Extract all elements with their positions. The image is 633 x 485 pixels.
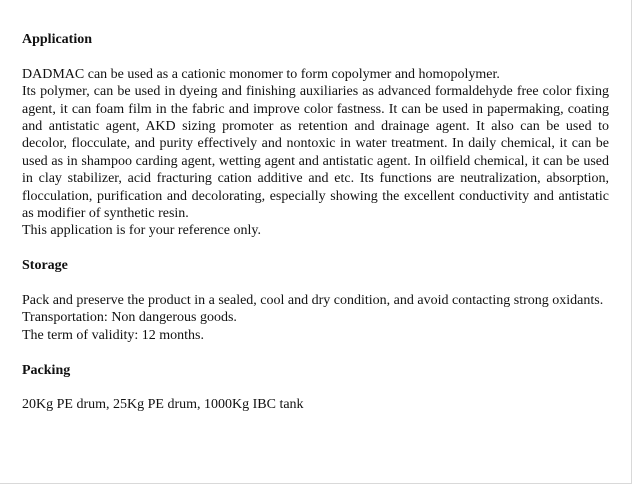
- storage-paragraph-transportation: Transportation: Non dangerous goods.: [22, 310, 237, 326]
- application-section: [22, 31, 609, 240]
- packing-paragraph-options: 20Kg PE drum, 25Kg PE drum, 1000Kg IBC tank: [22, 397, 304, 413]
- application-body: [22, 66, 609, 240]
- storage-body: [22, 292, 609, 344]
- packing-body: [22, 396, 609, 413]
- document-content: [22, 31, 609, 414]
- storage-section: [22, 257, 609, 344]
- application-heading: Application: [22, 32, 93, 47]
- packing-heading: Packing: [22, 362, 71, 378]
- application-paragraph-note: This application is for your reference only.: [22, 223, 261, 239]
- packing-section: [22, 362, 609, 414]
- application-paragraph-uses: Its polymer, can be used in dyeing and finishing auxiliaries as advanced formaldehyde free color fixing agent, it can foam film in the fabric and improve color fastness. It can be used in papermaking, coating and antistatic agent, AKD sizing promoter as retention and drainage agent. It also can be used to decolor, flocculate, and purity effectively and nontoxic in water treatment. In daily chemical, it can be used as in shampoo carding agent, wetting agent and antistatic agent. In oilfield chemical, it can be used in clay stabilizer, acid fracturing cation additive and etc. Its functions are neutralization, absorption, flocculation, purification and decolorating, especially showing the excellent conductivity and antistatic as modifier of synthetic resin.: [22, 84, 609, 222]
- storage-paragraph-conditions: Pack and preserve the product in a sealed, cool and dry condition, and avoid contacting strong oxidants.: [22, 293, 604, 309]
- storage-paragraph-validity: The term of validity: 12 months.: [22, 327, 204, 343]
- storage-heading: Storage: [22, 258, 68, 274]
- application-paragraph-intro: DADMAC can be used as a cationic monomer to form copolymer and homopolymer.: [22, 66, 500, 82]
